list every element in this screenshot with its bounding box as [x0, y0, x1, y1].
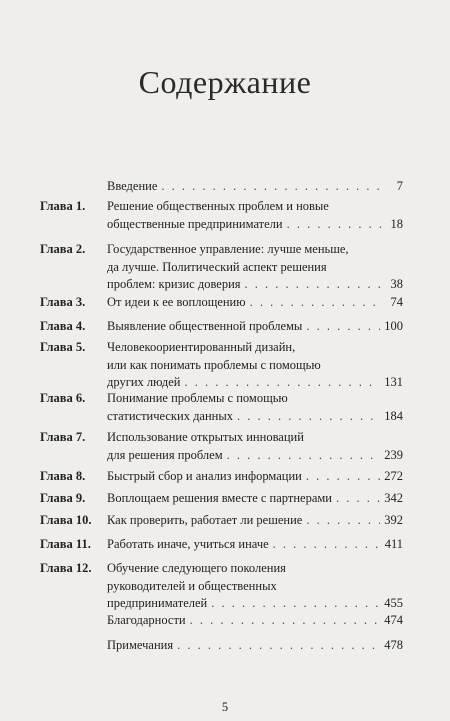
chapter-label: Глава 12. — [40, 561, 92, 575]
chapter-title — [107, 178, 403, 196]
title-text: От идеи к ее воплощению — [107, 295, 246, 309]
title-text: Введение — [107, 179, 158, 193]
title-line — [107, 390, 403, 408]
chapter-label: Глава 3. — [40, 295, 86, 309]
title-line — [107, 178, 403, 196]
title-text: Решение общественных проблем и новые — [107, 199, 329, 213]
title-text: предпринимателей — [107, 596, 208, 610]
page-ref: 184 — [384, 408, 403, 423]
chapter-label: Глава 7. — [40, 430, 86, 444]
title-text: Как проверить, работает ли решение — [107, 513, 303, 527]
page-ref: 455 — [384, 596, 403, 610]
leader-dots — [184, 374, 380, 392]
page-number: 5 — [221, 700, 229, 714]
title-line — [107, 468, 403, 486]
chapter-title — [107, 490, 403, 508]
leader-dots — [306, 512, 380, 530]
title-text: Работать иначе, учиться иначе — [107, 537, 269, 551]
chapter-title — [107, 294, 403, 312]
title-line — [107, 612, 403, 630]
title-line — [107, 578, 403, 596]
chapter-title — [107, 512, 403, 530]
title-line — [107, 276, 403, 294]
leader-dots — [336, 490, 380, 508]
leader-dots — [177, 637, 380, 655]
title-text: других людей — [107, 375, 181, 389]
title-text: Обучение следующего поколения — [107, 561, 286, 575]
page-ref: 38 — [390, 277, 403, 291]
chapter-title — [107, 536, 403, 554]
title-line — [107, 408, 403, 426]
title-line — [107, 318, 403, 336]
leader-dots — [250, 294, 383, 312]
title-line — [107, 374, 403, 392]
title-line — [107, 447, 403, 465]
title-text: проблем: кризис доверия — [107, 277, 241, 291]
leader-dots — [227, 447, 381, 465]
leader-dots — [273, 536, 381, 554]
title-line — [107, 490, 403, 508]
title-text: или как понимать проблемы с помощью — [107, 357, 321, 372]
title-line — [107, 198, 403, 216]
title-line — [107, 512, 403, 530]
leader-dots — [161, 178, 383, 196]
chapter-label: Глава 4. — [40, 319, 86, 333]
title-text: да лучше. Политический аспект решения — [107, 259, 327, 274]
title-text: Понимание проблемы с помощью — [107, 391, 288, 405]
chapter-label: Глава 10. — [40, 513, 92, 527]
page-ref: 239 — [384, 447, 403, 462]
page-ref: 478 — [384, 638, 403, 652]
chapter-title — [107, 637, 403, 655]
page-ref: 131 — [384, 375, 403, 389]
title-line — [107, 216, 403, 234]
chapter-title — [107, 612, 403, 630]
title-line — [107, 294, 403, 312]
title-text: Воплощаем решения вместе с партнерами — [107, 491, 332, 505]
chapter-title — [107, 429, 403, 464]
page-ref: 411 — [384, 537, 403, 551]
chapter-title — [107, 318, 403, 336]
chapter-label: Глава 11. — [40, 537, 91, 551]
title-text: статистических данных — [107, 408, 234, 423]
chapter-label: Глава 2. — [40, 242, 86, 256]
chapter-title — [107, 468, 403, 486]
chapter-title — [107, 560, 403, 613]
title-text: общественные предприниматели — [107, 216, 283, 231]
page-ref: 474 — [384, 613, 403, 627]
title-text: для решения проблем — [107, 447, 223, 462]
title-line — [107, 429, 403, 447]
title-text: Выявление общественной проблемы — [107, 319, 303, 333]
chapter-label: Глава 6. — [40, 391, 86, 405]
leader-dots — [306, 318, 380, 336]
title-line — [107, 357, 403, 375]
title-text: руководителей и общественных — [107, 578, 277, 593]
title-text: Человекоориентированный дизайн, — [107, 340, 296, 354]
title-text: Примечания — [107, 638, 174, 652]
page-ref: 18 — [390, 216, 403, 231]
chapter-title — [107, 198, 403, 233]
page-ref: 100 — [384, 319, 403, 333]
title-text: Использование открытых инноваций — [107, 430, 304, 444]
leader-dots — [287, 216, 383, 234]
title-line — [107, 241, 403, 259]
title-line — [107, 637, 403, 655]
leader-dots — [190, 612, 381, 630]
page-ref: 342 — [384, 491, 403, 505]
chapter-title — [107, 390, 403, 425]
leader-dots — [237, 408, 380, 426]
chapter-label: Глава 8. — [40, 469, 86, 483]
page-ref: 74 — [390, 295, 403, 309]
leader-dots — [306, 468, 380, 486]
chapter-label: Глава 5. — [40, 340, 86, 354]
title-text: Быстрый сбор и анализ информации — [107, 469, 302, 483]
chapter-title — [107, 241, 403, 294]
title-line — [107, 560, 403, 578]
page-ref: 272 — [384, 469, 403, 483]
title-line — [107, 536, 403, 554]
page-ref: 392 — [384, 513, 403, 527]
title-line — [107, 259, 403, 277]
title-line — [107, 339, 403, 357]
leader-dots — [211, 595, 380, 613]
title-text: Благодарности — [107, 613, 186, 627]
leader-dots — [245, 276, 383, 294]
title-line — [107, 595, 403, 613]
page-title: Содержание — [138, 64, 312, 100]
chapter-title — [107, 339, 403, 392]
chapter-label: Глава 9. — [40, 491, 86, 505]
title-text: Государственное управление: лучше меньше, — [107, 242, 349, 256]
page-ref: 7 — [396, 179, 403, 193]
chapter-label: Глава 1. — [40, 199, 86, 213]
